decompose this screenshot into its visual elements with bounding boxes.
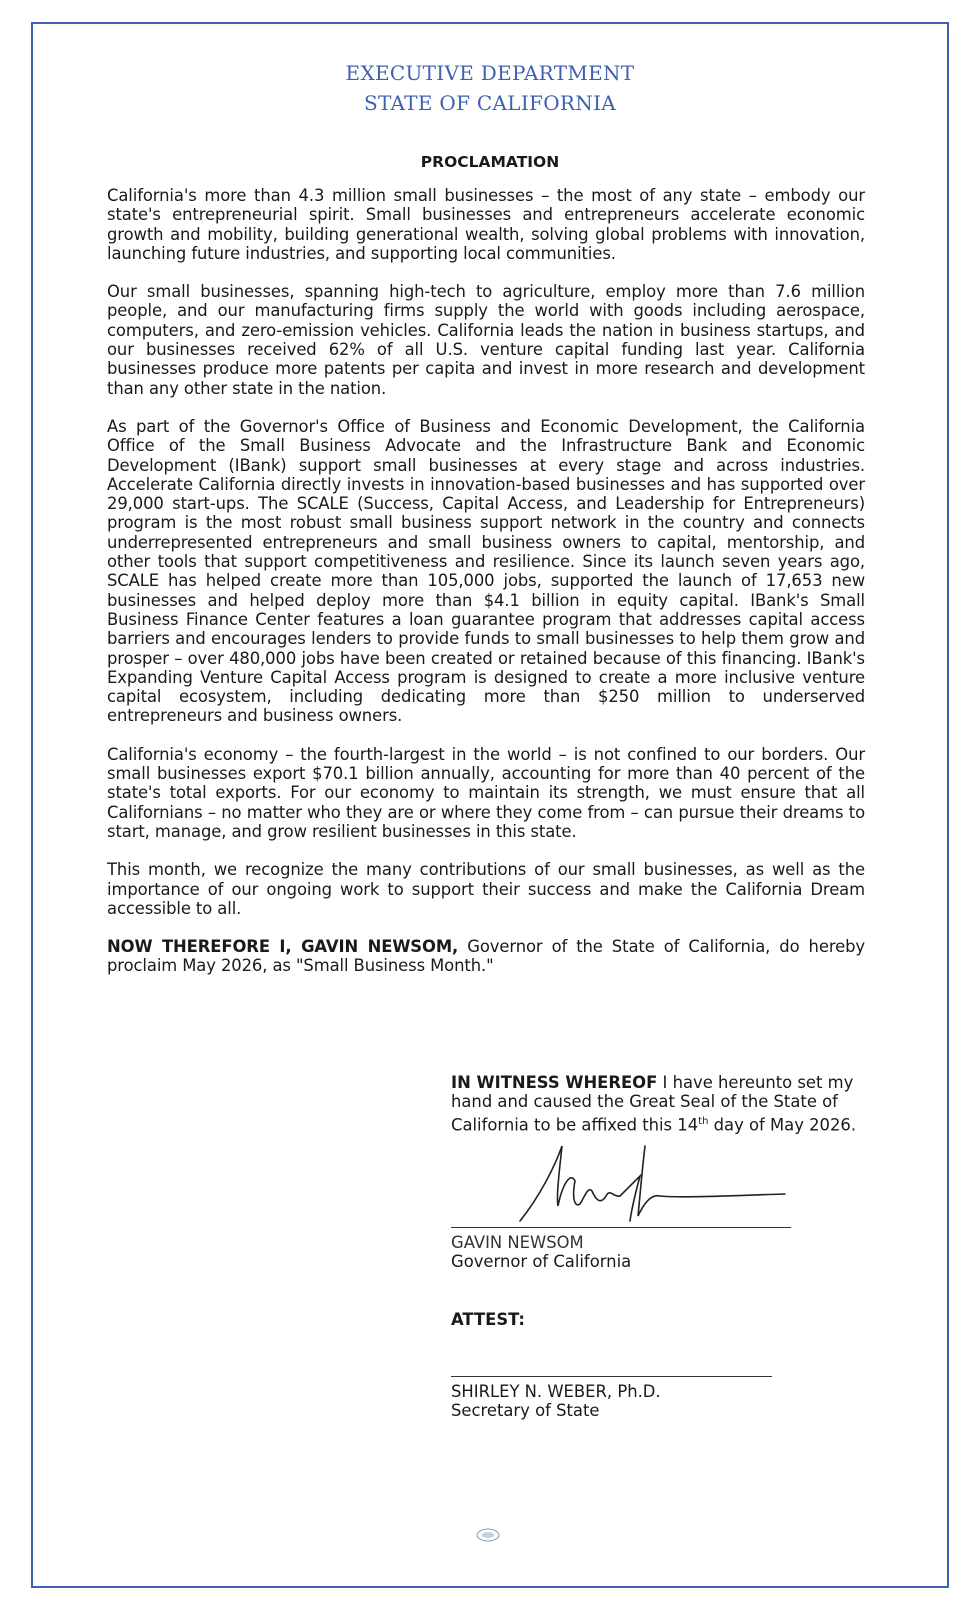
witness-block (451, 1073, 867, 1134)
header-line-2: STATE OF CALIFORNIA (363, 91, 617, 115)
governor-title: Governor of California (451, 1252, 632, 1271)
paragraph-1: California's more than 4.3 million small businesses – the most of any state – embody our state's entrepreneurial spirit. Small businesses and entrepreneurs accelerate economic growth and mobility, building generational wealth, solving global problems with innovation, launching future industries, and supporting local communities. (107, 186, 865, 263)
paragraph-4: California's economy – the fourth-largest in the world – is not confined to our borders. Our small businesses export $70.1 billion annually, accounting for more than 40 percent of the state's total exports. For our economy to maintain its strength, we must ensure that all Californians – no matter who they are or where they come from – can pursue their dreams to start, manage, and grow resilient businesses in this state. (107, 744, 865, 841)
governor-name: GAVIN NEWSOM (451, 1233, 584, 1252)
proclamation-body (107, 186, 865, 995)
seal-icon (476, 1528, 500, 1542)
header-line-1: EXECUTIVE DEPARTMENT (345, 61, 635, 85)
paragraph-5: This month, we recognize the many contributions of our small businesses, as well as the importance of our ongoing work to support their success and make the California Dream accessible to all. (107, 860, 865, 918)
document-header (0, 58, 980, 118)
proclaim-lead: NOW THEREFORE I, GAVIN NEWSOM, (107, 937, 459, 957)
witness-text-1: I have hereunto set my hand and caused the Great Seal of the State of California to be affixed this 14 (451, 1073, 854, 1135)
secretary-signature-line (451, 1376, 772, 1377)
paragraph-2: Our small businesses, spanning high-tech to agriculture, employ more than 7.6 million people, and our manufacturing firms supply the world with goods including aerospace, computers, and zero-emission vehicles. California leads the nation in business startups, and our businesses received 62% of all U.S. venture capital funding last year. California businesses produce more patents per capita and invest in more research and development than any other state in the nation. (107, 282, 865, 398)
secretary-title: Secretary of State (451, 1401, 600, 1420)
witness-text-2: day of May 2026. (708, 1115, 857, 1135)
proclaim-text: Governor of the State of California, do hereby proclaim May 2026, as "Small Business Month." (107, 937, 865, 976)
proclaim-paragraph (107, 937, 865, 976)
paragraph-3: As part of the Governor's Office of Business and Economic Development, the California Office of the Small Business Advocate and the Infrastructure Bank and Economic Development (IBank) support small businesses at every stage and across industries. Accelerate California directly invests in innovation-based businesses and has supported over 29,000 start-ups. The SCALE (Success, Capital Access, and Leadership for Entrepreneurs) program is the most robust small business support network in the country and connects underrepresented entrepreneurs and small business owners to capital, mentorship, and other tools that support competitiveness and resilience. Since its launch seven years ago, SCALE has helped create more than 105,000 jobs, supported the launch of 17,653 new businesses and helped deploy more than $4.1 billion in equity capital. IBank's Small Business Finance Center features a loan guarantee program that addresses capital access barriers and encourages lenders to provide funds to small businesses to help them grow and prosper – over 480,000 jobs have been created or retained because of this financing. IBank's Expanding Venture Capital Access program is designed to create a more inclusive venture capital ecosystem, including dedicating more than $250 million to underserved entrepreneurs and business owners. (107, 416, 865, 726)
witness-lead: IN WITNESS WHEREOF (451, 1073, 658, 1092)
proclamation-title: PROCLAMATION (420, 153, 560, 171)
secretary-name: SHIRLEY N. WEBER, Ph.D. (451, 1382, 661, 1401)
governor-signature (500, 1136, 800, 1236)
witness-superscript: th (698, 1115, 709, 1127)
attest-label: ATTEST: (451, 1310, 525, 1329)
governor-signature-line (451, 1227, 791, 1228)
